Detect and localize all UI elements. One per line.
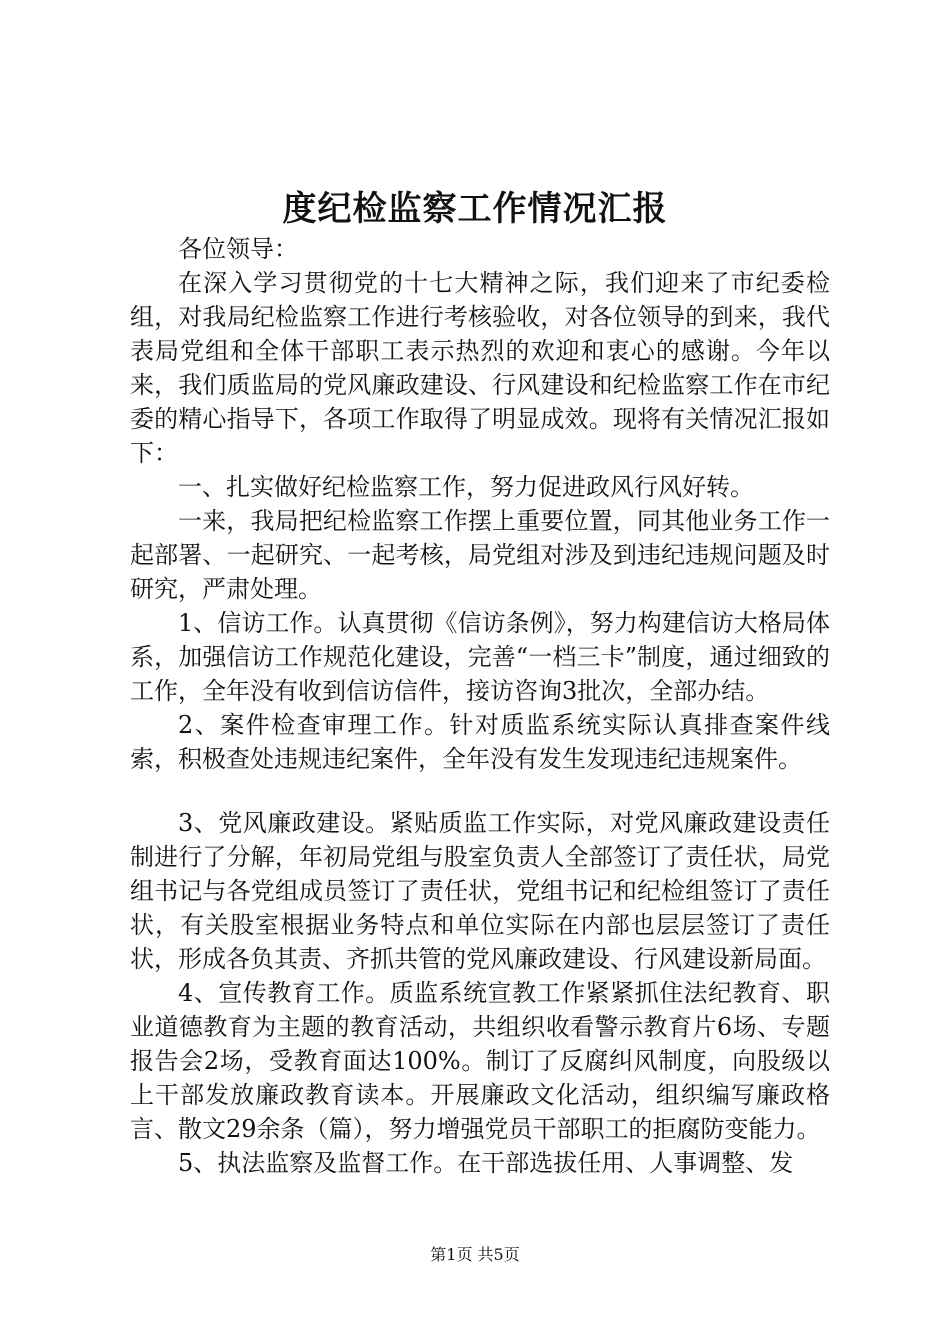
paragraph-item-1: 1、信访工作。认真贯彻《信访条例》，努力构建信访大格局体系，加强信访工作规范化建设，完善“一档三卡”制度，通过细致的工作，全年没有收到信访信件，接访咨询3批次，全部办结。 (130, 609, 830, 705)
paragraph-overview: 一来，我局把纪检监察工作摆上重要位置，同其他业务工作一起部署、一起研究、一起考核，局党组对涉及到违纪违规问题及时研究，严肃处理。 (130, 507, 830, 603)
salutation: 各位领导： (178, 235, 298, 263)
paragraph-item-2: 2、案件检查审理工作。针对质监系统实际认真排查案件线索，积极查处违规违纪案件，全年没有发生发现违纪违规案件。 (130, 711, 830, 773)
paragraph-item-5: 5、执法监察及监督工作。在干部选拔任用、人事调整、发 (178, 1149, 794, 1177)
page-footer: 第1页 共5页 (430, 1245, 520, 1264)
paragraph-intro: 在深入学习贯彻党的十七大精神之际，我们迎来了市纪委检组，对我局纪检监察工作进行考核验收，对各位领导的到来，我代表局党组和全体干部职工表示热烈的欢迎和衷心的感谢。今年以来，我们质监局的党风廉政建设、行风建设和纪检监察工作在市纪委的精心指导下，各项工作取得了明显成效。现将有关情况汇报如下： (130, 269, 830, 467)
section-heading-1: 一、扎实做好纪检监察工作，努力促进政风行风好转。 (178, 473, 754, 501)
paragraph-item-4: 4、宣传教育工作。质监系统宣教工作紧紧抓住法纪教育、职业道德教育为主题的教育活动，共组织收看警示教育片6场、专题报告会2场，受教育面达100%。制订了反腐纠风制度，向股级以上干部发放廉政教育读本。开展廉政文化活动，组织编写廉政格言、散文29余条（篇），努力增强党员干部职工的拒腐防变能力。 (130, 979, 830, 1143)
document-title: 度纪检监察工作情况汇报 (282, 189, 668, 229)
paragraph-item-3: 3、党风廉政建设。紧贴质监工作实际，对党风廉政建设责任制进行了分解，年初局党组与股室负责人全部签订了责任状，局党组书记与各党组成员签订了责任状，党组书记和纪检组签订了责任状，有关股室根据业务特点和单位实际在内部也层层签订了责任状，形成各负其责、齐抓共管的党风廉政建设、行风建设新局面。 (130, 809, 830, 973)
document-body (130, 232, 830, 1180)
